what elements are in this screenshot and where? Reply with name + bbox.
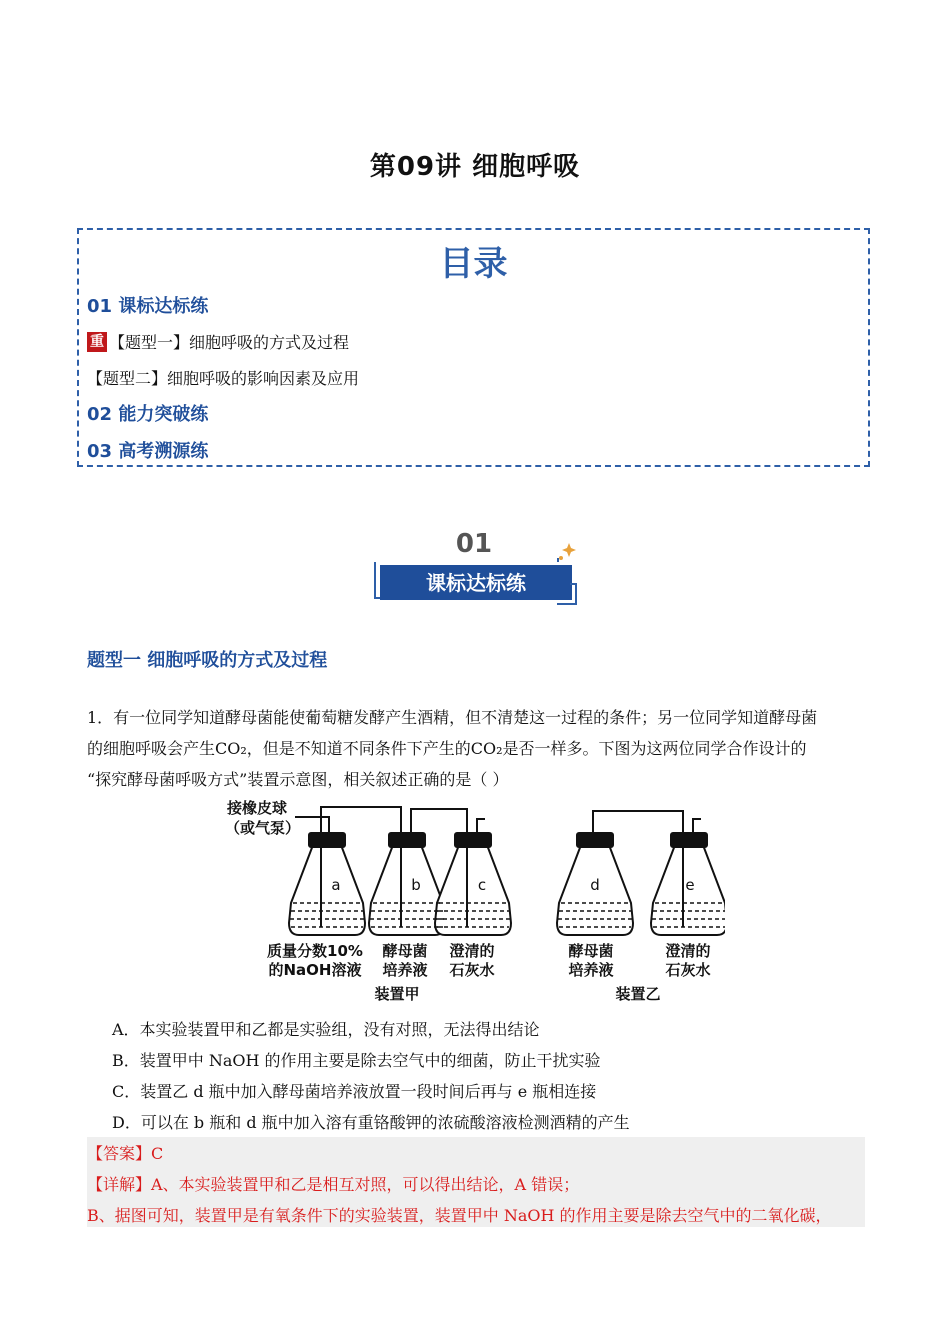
caption-a-1: 质量分数10% <box>267 942 363 960</box>
caption-e-1: 澄清的 <box>665 942 711 960</box>
key-point-badge: 重 <box>87 332 107 352</box>
flask-a-label: a <box>331 876 341 894</box>
option-a[interactable]: A．本实验装置甲和乙都是实验组，没有对照，无法得出结论 <box>112 1020 540 1039</box>
toc-section-1[interactable]: 01 课标达标练 <box>87 296 209 317</box>
pump-label-1: 接橡皮球 <box>227 799 288 817</box>
caption-c-2: 石灰水 <box>449 961 495 979</box>
flask-e-label: e <box>685 876 695 894</box>
toc-item-1[interactable] <box>87 330 349 353</box>
table-of-contents <box>77 228 870 467</box>
page-title: 第09讲 细胞呼吸 <box>369 152 581 182</box>
caption-c-1: 澄清的 <box>449 942 495 960</box>
badge-label: 课标达标练 <box>426 571 526 595</box>
option-d[interactable]: D．可以在 b 瓶和 d 瓶中加入溶有重铬酸钾的浓硫酸溶液检测酒精的产生 <box>112 1113 630 1132</box>
flask-d-label: d <box>590 876 600 894</box>
caption-b-1: 酵母菌 <box>382 942 428 960</box>
explanation-line-1: 【详解】A、本实验装置甲和乙是相互对照，可以得出结论，A 错误； <box>87 1175 580 1194</box>
toc-heading: 目录 <box>439 244 508 284</box>
answer-line: 【答案】C <box>87 1144 164 1163</box>
question-line-2: 的细胞呼吸会产生CO₂，但是不知道不同条件下产生的CO₂是否一样多。下图为这两位同学合作设计的 <box>87 739 807 758</box>
apparatus-1-label: 装置甲 <box>374 985 420 1003</box>
pump-label-2: （或气泵） <box>225 819 301 837</box>
badge-number: 01 <box>455 529 493 559</box>
flask-c-label: c <box>477 876 487 894</box>
apparatus-2-label: 装置乙 <box>615 985 661 1003</box>
section-badge <box>372 528 582 606</box>
caption-d-1: 酵母菌 <box>568 942 614 960</box>
toc-section-2[interactable]: 02 能力突破练 <box>87 404 209 425</box>
toc-section-3[interactable]: 03 高考溯源练 <box>87 441 209 462</box>
caption-d-2: 培养液 <box>568 961 614 979</box>
question-line-1: 1．有一位同学知道酵母菌能使葡萄糖发酵产生酒精，但不清楚这一过程的条件；另一位同学知道酵母菌 <box>87 708 818 727</box>
option-c[interactable]: C．装置乙 d 瓶中加入酵母菌培养液放置一段时间后再与 e 瓶相连接 <box>112 1082 597 1101</box>
toc-item-2[interactable] <box>87 366 359 389</box>
toc-item-1-label: 【题型一】细胞呼吸的方式及过程 <box>109 333 350 352</box>
caption-a-2: 的NaOH溶液 <box>268 961 362 979</box>
toc-item-2-label: 【题型二】细胞呼吸的影响因素及应用 <box>87 369 360 388</box>
caption-e-2: 石灰水 <box>665 961 711 979</box>
flask-b-label: b <box>411 876 421 894</box>
experiment-diagram <box>225 795 725 1007</box>
question-line-3: “探究酵母菌呼吸方式”装置示意图，相关叙述正确的是（ ） <box>87 770 509 789</box>
caption-b-2: 培养液 <box>382 961 428 979</box>
section-title: 题型一 细胞呼吸的方式及过程 <box>87 650 328 671</box>
explanation-line-2: B、据图可知，装置甲是有氧条件下的实验装置，装置甲中 NaOH 的作用主要是除去空气中的二氧化碳， <box>87 1206 832 1225</box>
option-b[interactable]: B．装置甲中 NaOH 的作用主要是除去空气中的细菌，防止干扰实验 <box>112 1051 601 1070</box>
